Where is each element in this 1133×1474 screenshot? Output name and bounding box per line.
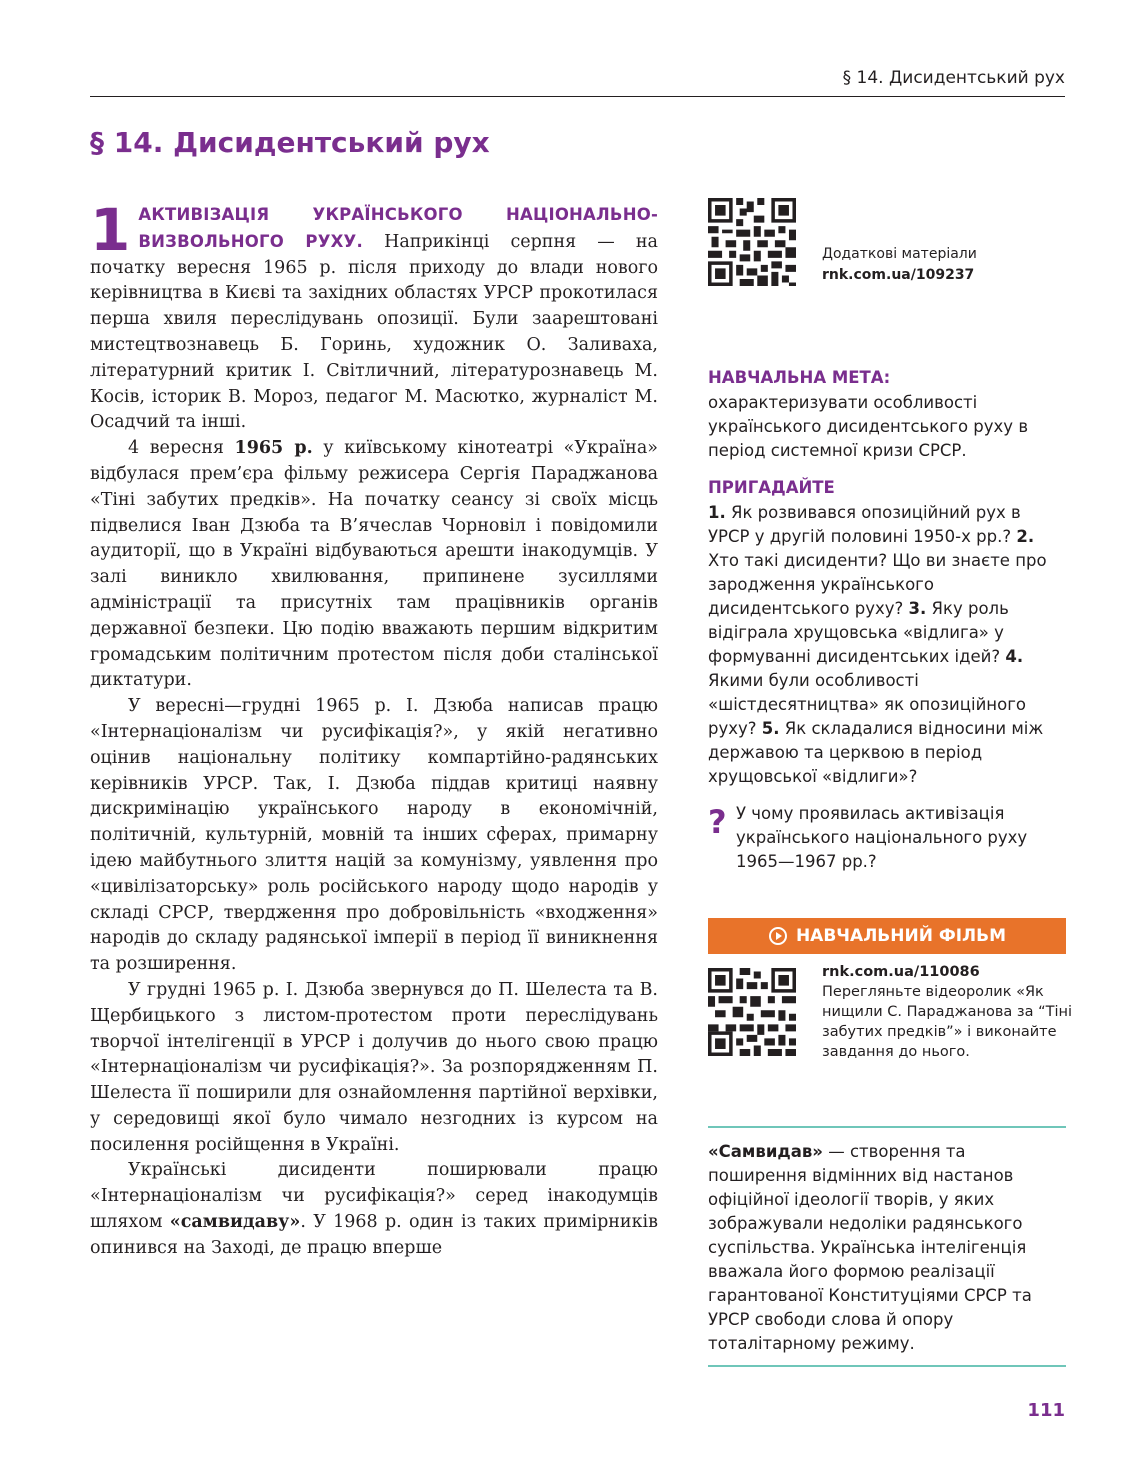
main-text-column	[90, 196, 658, 1262]
definition-body: — створення та поширення відмінних від настанов офіційної ідеології творів, у яких зображували недоліки радянського суспільства. Українська інтелігенція вважала його формою реалізації гарантованої Конституціями СРСР та УРСР свободи слова й опору тоталітарному режиму.	[708, 1142, 1032, 1353]
paragraph-2-start: 4 вересня	[128, 438, 235, 459]
running-header: § 14. Дисидентський рух	[842, 68, 1065, 88]
paragraph-2	[90, 436, 658, 694]
extra-materials-label: Додаткові матеріали	[822, 246, 977, 262]
question-number: 1.	[708, 503, 726, 522]
qr-code-icon[interactable]	[708, 198, 796, 286]
question-text: Як розвивався опозиційний рух в УРСР у другій половині 1950-х рр.?	[708, 503, 1021, 546]
paragraph-5	[90, 1158, 658, 1261]
film-link[interactable]: rnk.com.ua/110086	[822, 964, 980, 980]
definition-box	[708, 1140, 1066, 1356]
question-text: Як складалися відносини між державою та церквою в період хрущовської «відлиги»?	[708, 719, 1044, 786]
paragraph-2-rest: у київському кінотеатрі «Україна» відбулася прем’єра фільму режисера Сергія Параджанова «Тіні забутих предків». На початку сеансу зі своїх місць підвелися Іван Дзюба та В’ячеслав Чорновіл і повідомили аудиторії, що в Україні відбуваються арешти інакодумців. У залі виникло хвилювання, припинене зусиллями адміністрації та присутніх там працівників органів державної безпеки. Цю подію вважають першим відкритим громадським політичним протестом після доби сталінської диктатури.	[90, 438, 658, 691]
page-title: § 14. Дисидентський рух	[90, 126, 490, 159]
question-number: 3.	[908, 599, 927, 618]
learning-goal	[708, 368, 1066, 463]
section-heading: АКТИВІЗАЦІЯ УКРАЇНСЬКОГО НАЦІОНАЛЬНО-ВИЗВОЛЬНОГО РУХУ.	[138, 205, 658, 251]
samvydav-term: «самвидаву»	[169, 1212, 301, 1233]
header-rule	[90, 96, 1065, 97]
definition-bottom-rule	[708, 1365, 1066, 1367]
question-number: 2.	[1016, 527, 1035, 546]
section-number: 1	[90, 196, 131, 264]
qr-code-icon[interactable]	[708, 968, 796, 1056]
paragraph-4: У грудні 1965 р. І. Дзюба звернувся до П. Шелеста та В. Щербицького з листом-протестом проти переслідувань творчої інтелігенції в УРСР і долучив до нього свою працю «Інтернаціоналізм чи русифікація?». За розпорядженням П. Шелеста її поширили для ознайомлення партійної верхівки, у середовищі якої було чимало незгодних із курсом на посилення російщення в Україні.	[90, 979, 658, 1155]
question-number: 4.	[1005, 647, 1024, 666]
question-text: Якими були особливості «шістдесятництва» як опозиційного руху?	[708, 671, 1026, 738]
learning-goal-text: охарактеризувати особливості українського дисидентського руху в період системної кризи СРСР.	[708, 393, 1029, 460]
question-mark-icon: ?	[708, 803, 727, 841]
section-question-text: У чому проявилась активізація українського національного руху 1965—1967 рр.?	[736, 804, 1028, 871]
section-question	[708, 802, 1066, 874]
extra-materials-link[interactable]: rnk.com.ua/109237	[822, 267, 975, 283]
section-first-paragraph	[90, 196, 658, 436]
remember-box	[708, 478, 1066, 789]
educational-film-label: НАВЧАЛЬНИЙ ФІЛЬМ	[795, 926, 1007, 946]
question-text: Хто такі дисиденти? Що ви знаєте про зародження українського дисидентського руху?	[708, 551, 1047, 618]
definition-text	[708, 1140, 1066, 1356]
definition-term: «Самвидав»	[708, 1142, 823, 1161]
paragraph-1-text: Наприкінці серпня — на початку вересня 1965 р. після приходу до влади нового керівництва в Києві та західних областях УРСР прокотилася перша хвиля переслідувань опозиції. Були заарештовані мистецтвознавець Б. Горинь, художник О. Заливаха, літературний критик І. Світличний, літературознавець М. Косів, історик В. Мороз, педагог М. Масютко, журналіст М. Осадчий та інші.	[90, 231, 658, 433]
film-task-text: Перегляньте відеоролик «Як нищили С. Параджанова за “Тіні забутих предків”» і виконайте завдання до нього.	[822, 984, 1072, 1060]
learning-goal-heading: НАВЧАЛЬНА МЕТА:	[708, 368, 891, 387]
remember-questions	[708, 501, 1066, 789]
extra-materials	[822, 244, 977, 286]
page-number: 111	[1027, 1400, 1065, 1421]
paragraph-3: У вересні—грудні 1965 р. І. Дзюба написав працю «Інтернаціоналізм чи русифікація?», у якій негативно оцінив національну політику компартійно-радянських керівників УРСР. Так, І. Дзюба піддав критиці наявну дискримінацію українського народу в економічній, політичній, культурній, мовній та інших сферах, примарну ідею майбутнього злиття націй за комунізму, уявлення про «цивілізаторську» роль російського народу щодо народів у складі СРСР, твердження про добровільність «входження» народів до складу радянської імперії в період її виникнення та розширення.	[90, 696, 658, 975]
question-number: 5.	[761, 719, 780, 738]
paragraph-5-start: Українські дисиденти поширювали працю «Інтернаціоналізм чи русифікація?» серед інакодумців шляхом	[90, 1160, 658, 1233]
paragraph-2-bold: 1965 р.	[234, 438, 313, 459]
educational-film-bar	[708, 918, 1066, 954]
paragraph-5-rest: . У 1968 р. один із таких примірників опинився на Заході, де працю вперше	[90, 1212, 658, 1258]
film-description	[822, 962, 1072, 1062]
play-circle-icon	[768, 926, 788, 946]
remember-heading: ПРИГАДАЙТЕ	[708, 478, 835, 497]
question-text: Яку роль відіграла хрущовська «відлига» у формуванні дисидентських ідей?	[708, 599, 1009, 666]
definition-top-rule	[708, 1126, 1066, 1128]
